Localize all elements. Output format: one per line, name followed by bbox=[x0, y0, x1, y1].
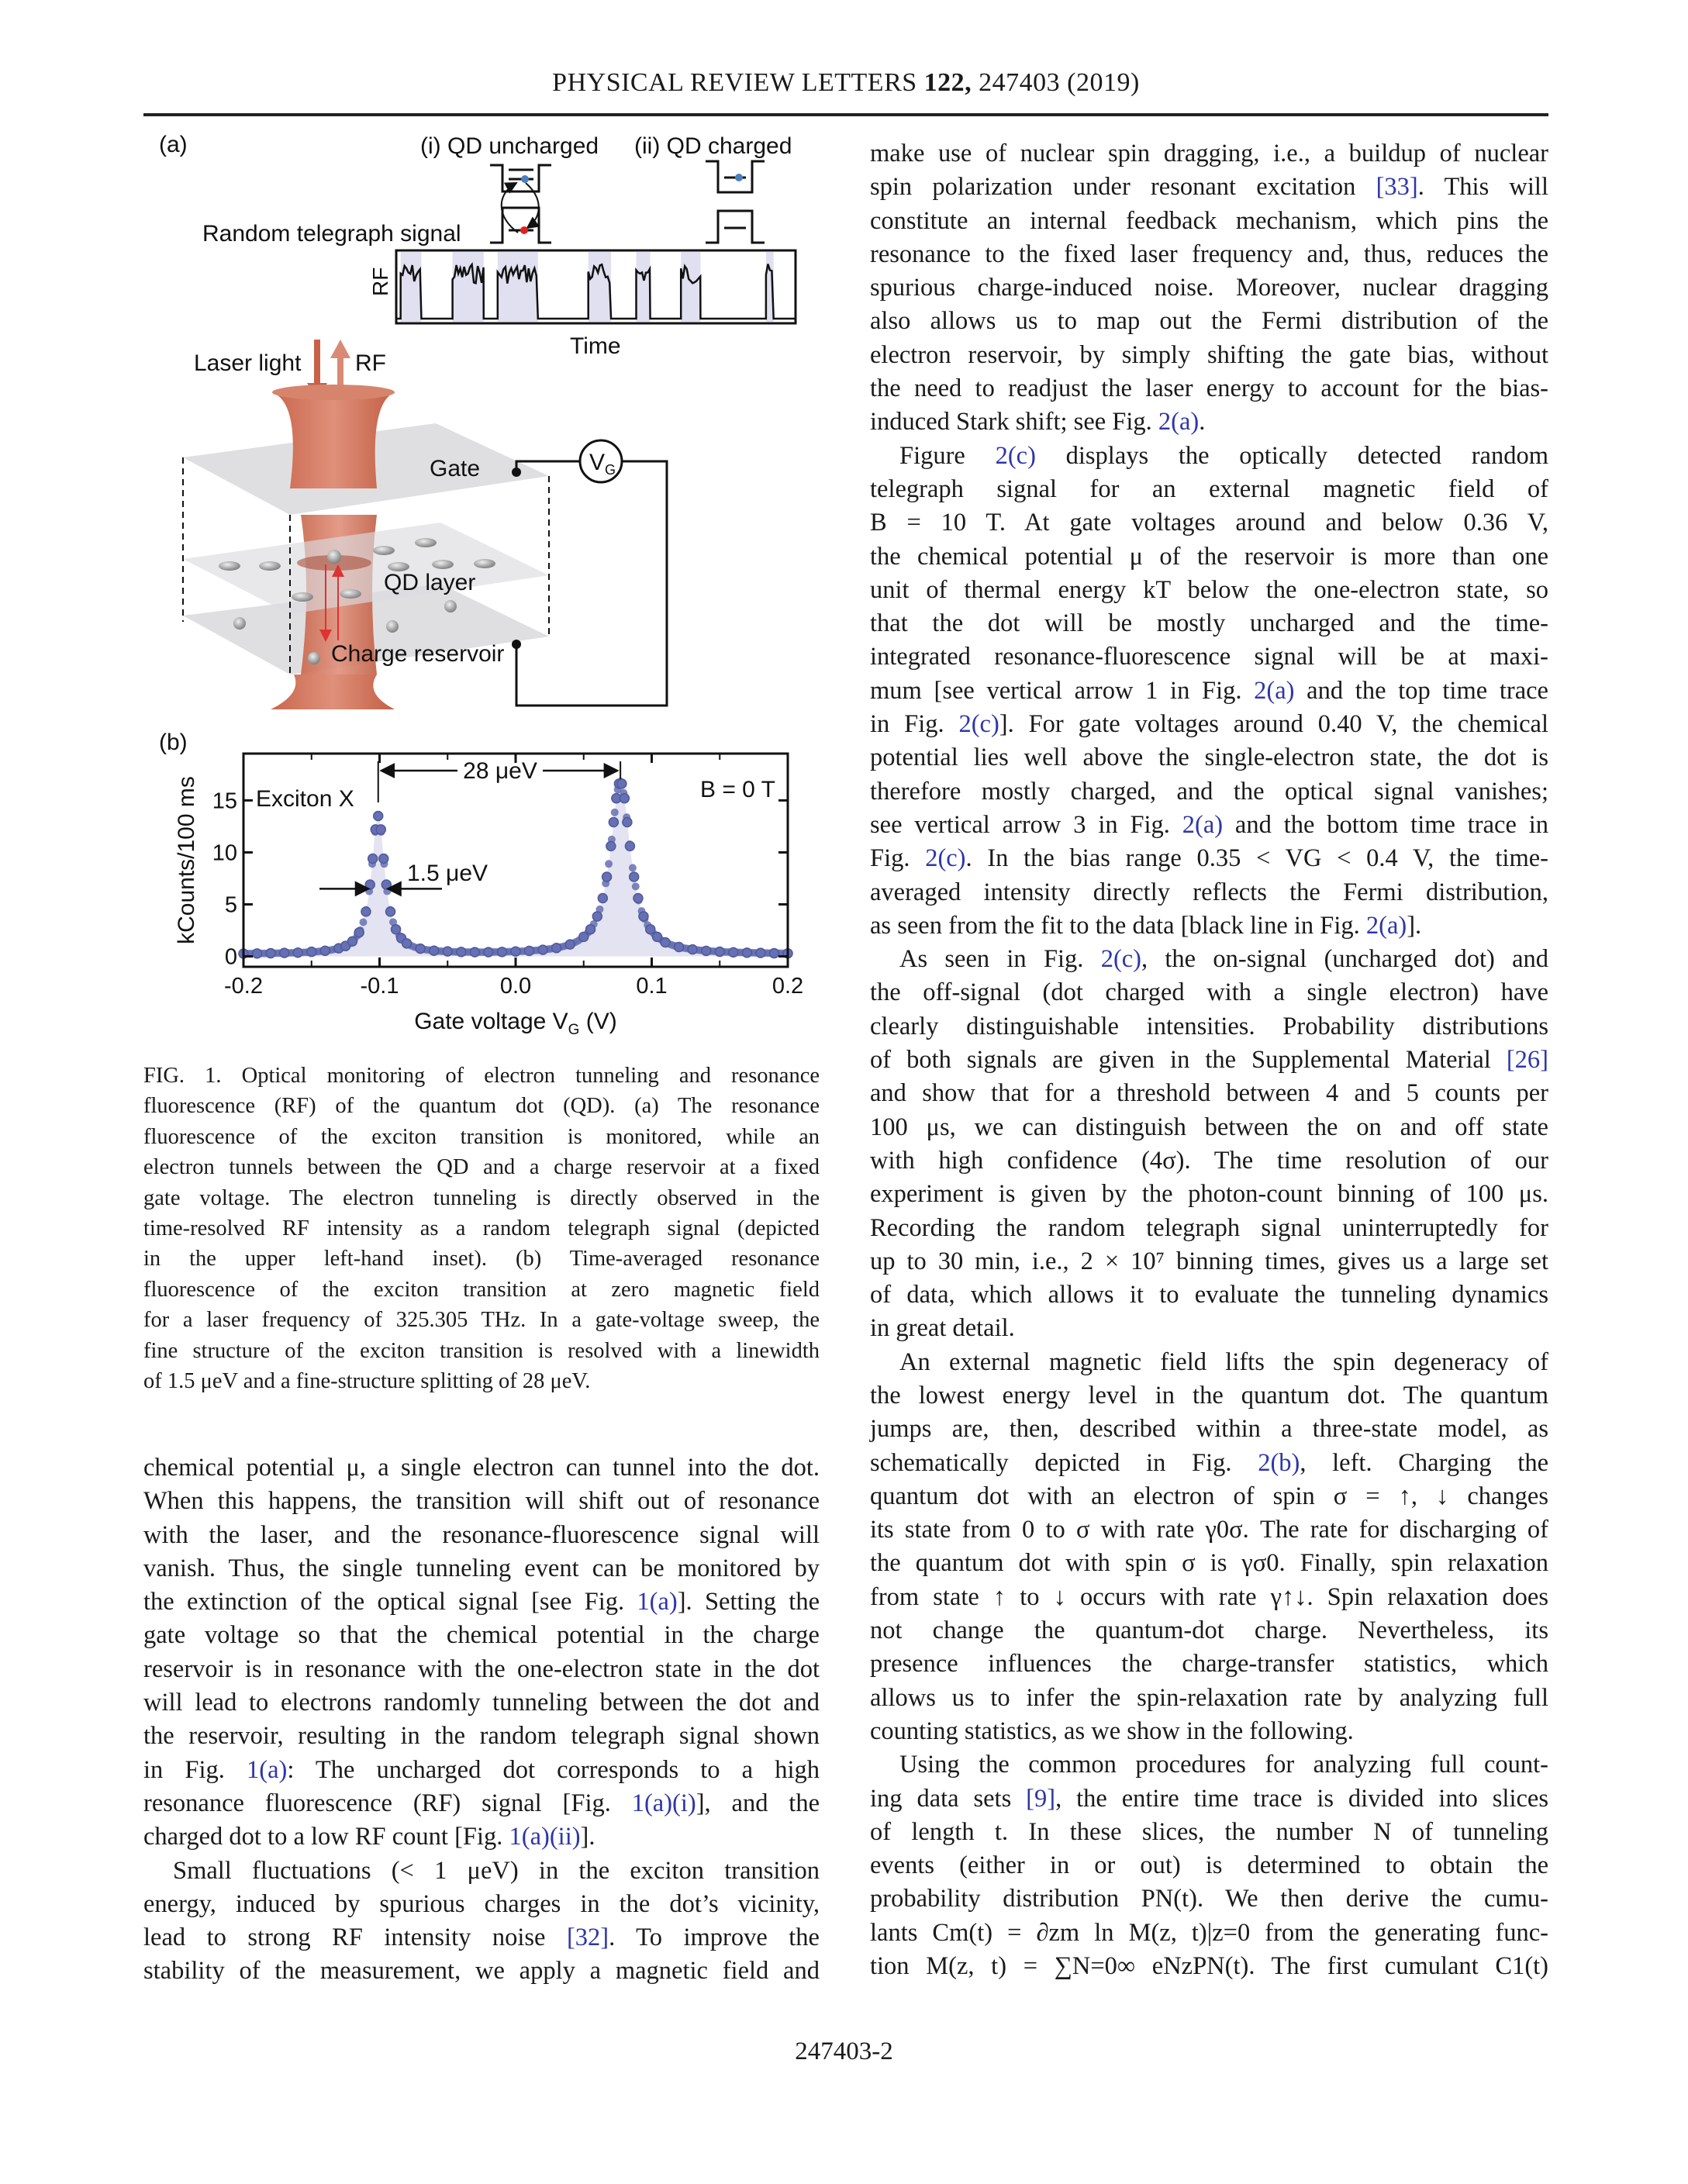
left-column-text bbox=[143, 1451, 820, 1989]
text-line: quantum dot with an electron of spin σ = ↑, ↓ changes bbox=[870, 1482, 1548, 1510]
caption-line: fine structure of the exciton transition is resolved with a linewidth bbox=[143, 1338, 820, 1363]
data-point bbox=[625, 841, 634, 850]
text-line: clearly distinguishable intensities. Probability distributions bbox=[870, 1012, 1548, 1040]
data-point bbox=[675, 943, 684, 952]
text-line: lead to strong RF intensity noise [32]. To improve the bbox=[143, 1924, 820, 1952]
fit-sample-marker bbox=[605, 860, 613, 868]
text-line: and show that for a threshold between 4 and 5 counts per bbox=[870, 1079, 1548, 1108]
data-point bbox=[653, 932, 662, 941]
text-line: in Fig. 1(a): The uncharged dot corresponds to a high bbox=[143, 1755, 820, 1784]
rf-arrow-label: RF bbox=[355, 350, 386, 376]
caption-line: electron tunnels between the QD and a charge reservoir at a fixed bbox=[143, 1155, 820, 1180]
data-point bbox=[661, 937, 670, 947]
reference-link[interactable]: [33] bbox=[1376, 173, 1418, 202]
caption-line: in the upper left-hand inset). (b) Time-averaged resonance bbox=[143, 1247, 820, 1271]
text-line: probability distribution PN(t). We then derive the cumu- bbox=[870, 1885, 1548, 1913]
volume: 122, bbox=[923, 68, 972, 97]
data-point bbox=[386, 907, 395, 916]
fit-sample-marker bbox=[632, 882, 640, 890]
caption-line: fluorescence (RF) of the quantum dot (QD). (a) The resonance bbox=[143, 1094, 820, 1119]
data-point bbox=[416, 944, 425, 954]
text-line: reservoir is in resonance with the one-electron state in the dot bbox=[143, 1654, 820, 1683]
vg-subscript: G bbox=[605, 462, 616, 478]
text-line: up to 30 min, i.e., 2 × 10⁷ binning times, gives us a large set bbox=[870, 1247, 1548, 1275]
data-point bbox=[538, 945, 547, 954]
reference-link[interactable]: 2(a) bbox=[1365, 911, 1407, 940]
text-line: see vertical arrow 3 in Fig. 2(a) and the bottom time trace in bbox=[870, 810, 1549, 839]
vg-symbol: V bbox=[589, 450, 606, 475]
text-line: resonance fluorescence (RF) signal [Fig. 1(a)(i)], and the bbox=[143, 1789, 820, 1817]
reference-link[interactable]: 2(a) bbox=[1158, 408, 1200, 436]
data-point bbox=[742, 948, 751, 957]
x-tick-label: 0.0 bbox=[499, 974, 532, 999]
y-axis-label: kCounts/100 ms bbox=[174, 776, 199, 944]
data-point bbox=[374, 811, 383, 820]
x-axis-label-unit: (V) bbox=[579, 1009, 617, 1034]
text-line: Small fluctuations (< 1 μeV) in the exciton transition bbox=[173, 1856, 820, 1885]
data-point bbox=[729, 947, 738, 957]
reference-link[interactable]: [9] bbox=[1026, 1784, 1056, 1813]
y-tick-label: 0 bbox=[224, 944, 237, 970]
data-point bbox=[392, 925, 401, 934]
rf-high-interval bbox=[453, 252, 484, 322]
text-line: Fig. 2(c). In the bias range 0.35 < VG < 0.4 V, the time- bbox=[870, 844, 1548, 873]
data-point bbox=[620, 794, 629, 803]
text-line: mum [see vertical arrow 1 in Fig. 2(a) and the top time trace bbox=[870, 676, 1548, 705]
reference-link[interactable]: 2(a) bbox=[1254, 676, 1295, 705]
text-line: averaged intensity directly reflects the Fermi distribution, bbox=[870, 878, 1548, 906]
data-point bbox=[347, 937, 357, 946]
fit-sample-marker bbox=[611, 809, 619, 816]
x-tick-label: -0.1 bbox=[360, 974, 399, 999]
reference-link[interactable]: 1(a) bbox=[247, 1755, 288, 1784]
data-point bbox=[702, 946, 711, 955]
text-line: telegraph signal for an external magnetic field of bbox=[870, 474, 1548, 503]
caption-line: gate voltage. The electron tunneling is directly observed in the bbox=[143, 1185, 820, 1210]
data-point bbox=[756, 948, 765, 957]
text-line: energy, induced by spurious charges in the dot’s vicinity, bbox=[143, 1889, 820, 1918]
text-line: experiment is given by the photon-count binning of 100 μs. bbox=[870, 1180, 1548, 1209]
text-line: lants Cm(t) = ∂zm ln M(z, t)|z=0 from the generating func- bbox=[870, 1918, 1548, 1947]
data-point bbox=[630, 872, 639, 882]
data-point bbox=[379, 854, 388, 863]
data-point bbox=[633, 893, 643, 902]
text-line: presence influences the charge-transfer statistics, which bbox=[870, 1650, 1548, 1679]
text-line: B = 10 T. At gate voltages around and below 0.36 V, bbox=[870, 509, 1548, 537]
x-tick-label: 0.1 bbox=[636, 974, 668, 999]
reference-link[interactable]: 2(c) bbox=[1100, 945, 1142, 974]
data-point bbox=[443, 947, 452, 956]
x-axis-label-main: Gate voltage V bbox=[414, 1009, 568, 1034]
journal-name: PHYSICAL REVIEW LETTERS bbox=[552, 68, 917, 97]
text-line: the reservoir, resulting in the random telegraph signal shown bbox=[143, 1722, 820, 1751]
text-line: charged dot to a low RF count [Fig. 1(a)(ii)]. bbox=[143, 1823, 595, 1851]
x-axis-label bbox=[414, 1009, 617, 1038]
text-line: resonance to the fixed laser frequency and, thus, reduces the bbox=[870, 240, 1548, 268]
text-line: induced Stark shift; see Fig. 2(a). bbox=[870, 408, 1206, 436]
text-line: events (either in or out) is determined to obtain the bbox=[870, 1851, 1548, 1880]
data-point bbox=[565, 940, 575, 949]
text-line: the need to readjust the laser energy to account for the bias- bbox=[870, 374, 1548, 403]
fit-sample-marker bbox=[629, 864, 637, 871]
text-line: integrated resonance-fluorescence signal will be at maxi- bbox=[870, 643, 1548, 671]
text-line: the off-signal (dot charged with a single electron) have bbox=[870, 978, 1548, 1007]
data-point bbox=[293, 948, 302, 957]
exciton-label: Exciton X bbox=[256, 786, 354, 812]
text-line: ing data sets [9], the entire time trace is divided into slices bbox=[870, 1784, 1548, 1813]
text-line: make use of nuclear spin dragging, i.e., a buildup of nuclear bbox=[870, 140, 1548, 167]
caption-line: of 1.5 μeV and a fine-structure splitting of 28 μeV. bbox=[143, 1369, 591, 1394]
text-line: stability of the measurement, we apply a magnetic field and bbox=[143, 1957, 820, 1986]
caption-line: fluorescence of the exciton transition is monitored, while an bbox=[143, 1124, 820, 1149]
panel-b-label: (b) bbox=[159, 730, 188, 755]
data-point bbox=[253, 949, 262, 958]
data-point bbox=[280, 948, 289, 957]
laser-light-label: Laser light bbox=[194, 350, 302, 376]
text-line: Using the common procedures for analyzing full count- bbox=[899, 1751, 1548, 1779]
data-point bbox=[307, 947, 316, 957]
rf-high-interval bbox=[681, 252, 700, 322]
text-line: An external magnetic field lifts the spin degeneracy of bbox=[899, 1347, 1548, 1376]
text-line: 100 μs, we can distinguish between the on and off state bbox=[870, 1113, 1548, 1141]
text-line: from state ↑ to ↓ occurs with rate γ↑↓. Spin relaxation does bbox=[870, 1582, 1548, 1611]
text-line: electron reservoir, by simply shifting the gate bias, without bbox=[870, 340, 1548, 369]
caption-line: fluorescence of the exciton transition at zero magnetic field bbox=[143, 1277, 820, 1302]
text-line: of data, which allows it to evaluate the tunneling dynamics bbox=[870, 1281, 1548, 1309]
fit-sample-marker bbox=[359, 918, 367, 926]
article-number: 247403 (2019) bbox=[979, 68, 1140, 97]
text-line: chemical potential μ, a single electron can tunnel into the dot. bbox=[143, 1454, 820, 1482]
text-line: counting statistics, as we show in the following. bbox=[870, 1716, 1354, 1745]
text-line: also allows us to map out the Fermi distribution of the bbox=[870, 307, 1548, 336]
reference-link[interactable]: 2(c) bbox=[925, 844, 966, 873]
text-line: As seen in Fig. 2(c), the on-signal (uncharged dot) and bbox=[899, 945, 1548, 974]
data-point bbox=[639, 912, 648, 921]
reference-link[interactable]: 2(b) bbox=[1258, 1448, 1300, 1477]
data-point bbox=[320, 946, 330, 955]
text-line: with high confidence (4σ). The time resolution of our bbox=[870, 1146, 1548, 1175]
figure-caption bbox=[143, 1061, 820, 1396]
charge-reservoir-label: Charge reservoir bbox=[331, 641, 505, 667]
data-point bbox=[552, 944, 561, 953]
caption-line: for a laser frequency of 325.305 THz. In a gate-voltage sweep, the bbox=[143, 1308, 820, 1333]
data-point bbox=[617, 779, 627, 788]
text-line: not change the quantum-dot charge. Nevertheless, its bbox=[870, 1616, 1548, 1645]
reference-link[interactable]: [32] bbox=[566, 1924, 609, 1952]
text-line: spurious charge-induced noise. Moreover, nuclear dragging bbox=[870, 274, 1548, 302]
text-line: allows us to infer the spin-relaxation rate by analyzing full bbox=[870, 1683, 1548, 1712]
resonance-fluorescence-chart bbox=[174, 754, 803, 1038]
text-line: tion M(z, t) = ∑N=0∞ eNzPN(t). The first cumulant C1(t) bbox=[870, 1952, 1548, 1981]
y-tick-label: 15 bbox=[212, 788, 237, 814]
text-line: spin polarization under resonant excitation [33]. This will bbox=[870, 173, 1548, 202]
text-line: of both signals are given in the Supplemental Material [26] bbox=[870, 1046, 1548, 1075]
text-line: its state from 0 to σ with rate γ0σ. The rate for discharging of bbox=[870, 1516, 1548, 1544]
text-line: in great detail. bbox=[870, 1314, 1015, 1343]
energy-diagram-charged bbox=[706, 161, 765, 243]
text-line: the lowest energy level in the quantum dot. The quantum bbox=[870, 1381, 1548, 1409]
rf-high-interval bbox=[401, 252, 422, 322]
text-line: the extinction of the optical signal [see Fig. 1(a)]. Setting the bbox=[143, 1588, 820, 1616]
time-axis-label: Time bbox=[570, 333, 621, 359]
gate-label: Gate bbox=[430, 456, 481, 481]
caption-line: time-resolved RF intensity as a random telegraph signal (depicted bbox=[143, 1216, 820, 1241]
splitting-label: 28 μeV bbox=[463, 758, 537, 784]
data-point bbox=[688, 945, 697, 954]
data-point bbox=[602, 872, 612, 882]
rf-time-trace bbox=[396, 252, 796, 322]
x-tick-label: 0.2 bbox=[772, 974, 804, 999]
data-point bbox=[497, 947, 506, 957]
reference-link[interactable]: [26] bbox=[1506, 1046, 1548, 1075]
text-line: jumps are, then, described within a three-state model, as bbox=[870, 1415, 1548, 1444]
data-point bbox=[598, 893, 607, 902]
data-point bbox=[430, 946, 439, 955]
data-point bbox=[361, 907, 371, 916]
text-line: that the dot will be mostly uncharged and the time- bbox=[870, 609, 1548, 638]
y-tick-label: 5 bbox=[224, 892, 237, 918]
data-point bbox=[606, 841, 616, 850]
text-line: in Fig. 2(c)]. For gate voltages around 0.40 V, the chemical bbox=[870, 710, 1548, 739]
data-point bbox=[592, 912, 602, 921]
text-line: therefore mostly charged, and the optical signal vanishes; bbox=[870, 777, 1548, 806]
data-point bbox=[715, 947, 724, 957]
rf-high-interval bbox=[589, 252, 611, 322]
text-line: will lead to electrons randomly tunneling between the dot and bbox=[143, 1689, 820, 1717]
x-axis-label-subscript: G bbox=[568, 1022, 580, 1038]
x-tick-label: -0.2 bbox=[224, 974, 263, 999]
data-point bbox=[402, 939, 412, 948]
telegraph-signal-label: Random telegraph signal bbox=[202, 221, 461, 247]
text-line: potential lies well above the single-electron state, the dot is bbox=[870, 744, 1548, 772]
text-line: schematically depicted in Fig. 2(b), left. Charging the bbox=[870, 1448, 1548, 1477]
data-point bbox=[470, 947, 479, 957]
rf-axis-label: RF bbox=[368, 267, 392, 296]
text-line: unit of thermal energy kT below the one-electron state, so bbox=[870, 575, 1548, 604]
text-line: as seen from the fit to the data [black line in Fig. 2(a)]. bbox=[870, 911, 1422, 940]
page-number: 247403-2 bbox=[795, 2037, 893, 2065]
data-point bbox=[368, 854, 378, 863]
data-point bbox=[623, 818, 632, 827]
energy-diagram-uncharged bbox=[490, 165, 551, 243]
text-line: Recording the random telegraph signal uninterruptedly for bbox=[870, 1213, 1548, 1242]
data-point bbox=[511, 947, 520, 956]
reference-link[interactable]: 1(a)(ii) bbox=[509, 1823, 581, 1851]
right-column-text bbox=[870, 137, 1548, 1983]
text-line: of length t. In these slices, the number N of tunneling bbox=[870, 1817, 1548, 1846]
data-point bbox=[266, 949, 275, 958]
text-line: When this happens, the transition will shift out of resonance bbox=[143, 1487, 820, 1516]
data-point bbox=[376, 825, 385, 834]
data-point bbox=[586, 925, 595, 934]
caption-line: FIG. 1. Optical monitoring of electron tunneling and resonance bbox=[143, 1064, 820, 1088]
reference-link[interactable]: 2(c) bbox=[958, 710, 999, 739]
data-point bbox=[484, 947, 493, 957]
text-line: the quantum dot with spin σ is γσ0. Finally, spin relaxation bbox=[870, 1549, 1548, 1578]
linewidth-label: 1.5 μeV bbox=[407, 861, 488, 886]
data-point bbox=[769, 949, 778, 958]
panel-a-label: (a) bbox=[159, 132, 188, 157]
inset-charged-label: (ii) QD charged bbox=[634, 133, 792, 159]
qd-layer-label: QD layer bbox=[384, 570, 476, 595]
data-point bbox=[609, 818, 618, 827]
text-line: with the laser, and the resonance-fluorescence signal will bbox=[143, 1520, 820, 1549]
inset-uncharged-label: (i) QD uncharged bbox=[420, 133, 599, 159]
field-label: B = 0 T bbox=[699, 777, 775, 802]
text-line: the chemical potential μ of the reservoir is more than one bbox=[870, 542, 1548, 571]
data-point bbox=[525, 946, 534, 955]
reference-link[interactable]: 2(c) bbox=[995, 441, 1036, 470]
rf-high-interval bbox=[498, 252, 538, 322]
rf-high-interval bbox=[637, 252, 651, 322]
reference-link[interactable]: 2(a) bbox=[1182, 810, 1224, 839]
text-line: constitute an internal feedback mechanism, which pins the bbox=[870, 206, 1548, 235]
text-line: gate voltage so that the chemical potential in the charge bbox=[143, 1621, 820, 1650]
reference-link[interactable]: 1(a) bbox=[637, 1588, 678, 1616]
y-tick-label: 10 bbox=[212, 840, 237, 866]
data-point bbox=[579, 932, 589, 941]
text-line: vanish. Thus, the single tunneling event can be monitored by bbox=[143, 1554, 820, 1582]
data-point bbox=[457, 947, 466, 957]
text-line: Figure 2(c) displays the optically detected random bbox=[899, 441, 1548, 470]
reference-link[interactable]: 1(a)(i) bbox=[631, 1789, 696, 1817]
data-point bbox=[354, 928, 364, 937]
data-point bbox=[646, 925, 655, 934]
